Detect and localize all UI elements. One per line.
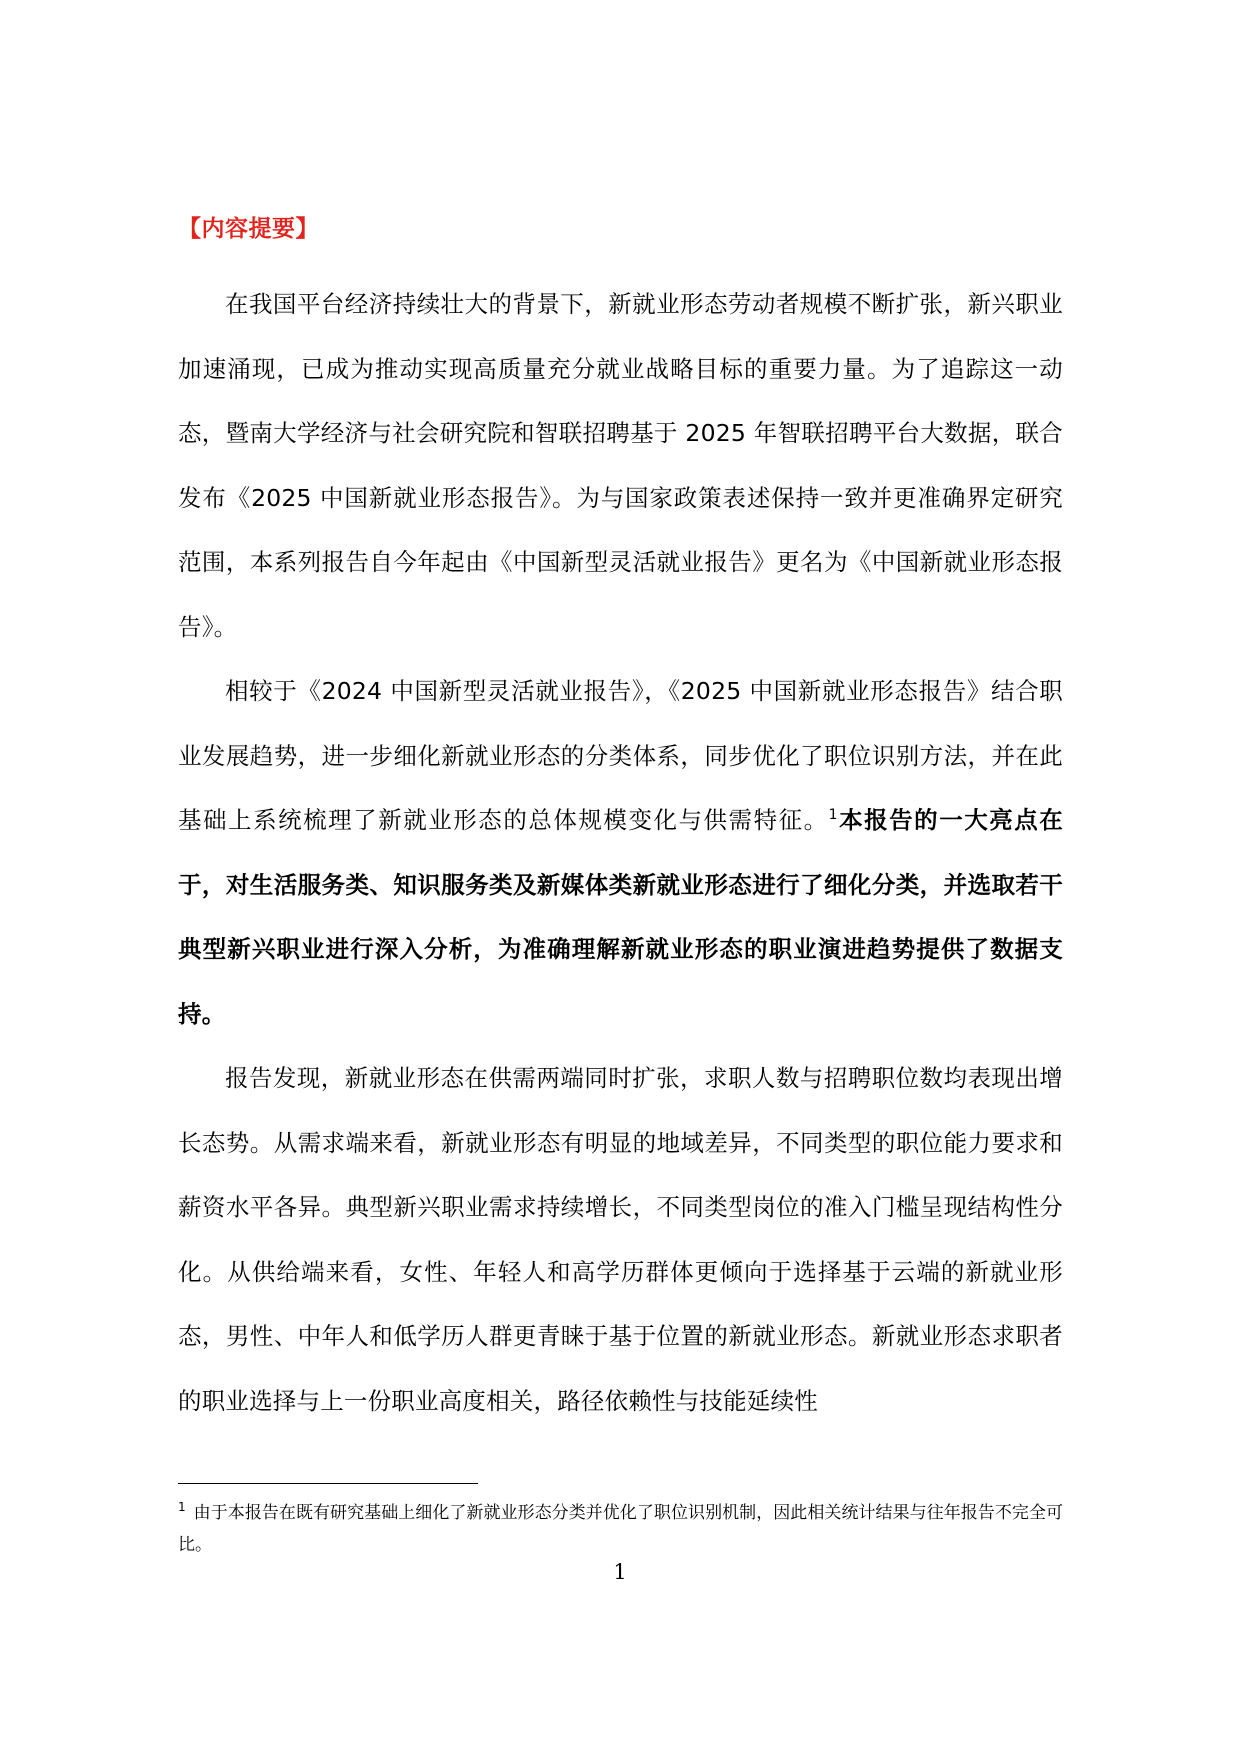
footnote-reference[interactable]: 1 [828, 807, 838, 824]
paragraph-2-text: 相较于《2024 中国新型灵活就业报告》，《2025 中国新就业形态报告》结合职业发展趋势，进一步细化新就业形态的分类体系，同步优化了职位识别方法，并在此基础上系统梳理了新就业形态的总体规模变化与供需特征。 [178, 677, 1063, 834]
footnote-divider [178, 1483, 478, 1484]
footnote-text: 由于本报告在既有研究基础上细化了新就业形态分类并优化了职位识别机制，因此相关统计结果与往年报告不完全可比。 [178, 1503, 1063, 1555]
paragraph-1: 在我国平台经济持续壮大的背景下，新就业形态劳动者规模不断扩张，新兴职业加速涌现，已成为推动实现高质量充分就业战略目标的重要力量。为了追踪这一动态，暨南大学经济与社会研究院和智联招聘基于 2025 年智联招聘平台大数据，联合发布《2025 中国新就业形态报告》。为与国家政策表述保持一致并更准确界定研究范围，本系列报告自今年起由《中国新型灵活就业报告》更名为《中国新就业形态报告》。 [178, 290, 1063, 641]
section-heading: 【内容提要】 [178, 216, 319, 242]
paragraph-2 [178, 659, 1063, 1046]
paragraph-3: 报告发现，新就业形态在供需两端同时扩张，求职人数与招聘职位数均表现出增长态势。从需求端来看，新就业形态有明显的地域差异，不同类型的职位能力要求和薪资水平各异。典型新兴职业需求持续增长，不同类型岗位的准入门槛呈现结构性分化。从供给端来看，女性、年轻人和高学历群体更倾向于选择基于云端的新就业形态，男性、中年人和低学历人群更青睐于基于位置的新就业形态。新就业形态求职者的职业选择与上一份职业高度相关，路径依赖性与技能延续性 [178, 1064, 1063, 1415]
page-number: 1 [613, 1560, 627, 1584]
page-content [178, 208, 1063, 1433]
footnote [178, 1497, 1063, 1561]
footnote-mark: 1 [178, 1500, 186, 1515]
paragraph-2-highlight: 本报告的一大亮点在于，对生活服务类、知识服务类及新媒体类新就业形态进行了细化分类，并选取若干典型新兴职业进行深入分析，为准确理解新就业形态的职业演进趋势提供了数据支持。 [178, 806, 1063, 1028]
